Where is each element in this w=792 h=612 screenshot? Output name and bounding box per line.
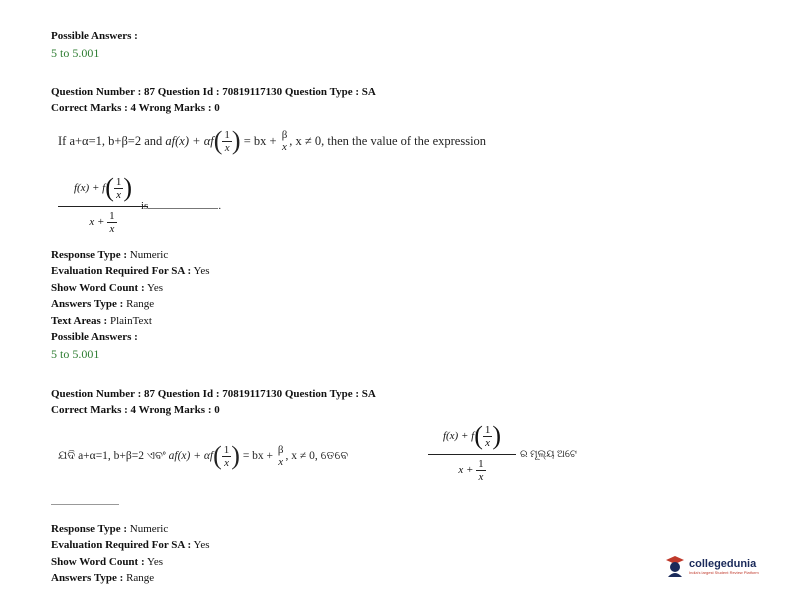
marks-line: Correct Marks : 4 Wrong Marks : 0 [51, 404, 220, 416]
is-blank: is . [141, 200, 222, 212]
collegedunia-logo [665, 555, 759, 577]
fraction-one-over-x [476, 458, 486, 483]
odia-condition: , x ≠ 0, ତେବେ [285, 449, 349, 462]
text-areas-label: Text Areas : [51, 315, 108, 327]
question-prefix: If a+α=1, b+β=2 and [58, 133, 163, 148]
expr-numerator [58, 172, 148, 204]
frac-num: 1 [115, 175, 122, 188]
response-type [51, 522, 168, 536]
frac-den: x [478, 470, 484, 483]
frac-num: β [281, 129, 288, 141]
expr-numerator [428, 420, 516, 452]
word-count-label: Show Word Count : [51, 556, 145, 568]
fraction-one-over-x [222, 129, 232, 154]
paren-close: ) [123, 173, 133, 202]
possible-answers-label: Possible Answers : [51, 331, 138, 343]
evaluation-label: Evaluation Required For SA : [51, 265, 192, 277]
paren-open: ( [213, 126, 223, 155]
frac-den: x [116, 188, 122, 201]
expr-num-text: f(x) + f [73, 182, 106, 194]
fraction-one-over-x [107, 210, 117, 235]
answers-type-label: Answers Type : [51, 298, 124, 310]
marks-line: Correct Marks : 4 Wrong Marks : 0 [51, 102, 220, 114]
eq-bx: = bx + [243, 133, 277, 148]
paren-close: ) [231, 126, 241, 155]
frac-den: x [485, 436, 491, 449]
show-word-count [51, 281, 163, 295]
odia-suffix: ର ମୂଲ୍ୟ ଅଟେ [520, 449, 577, 460]
frac-num: 1 [478, 457, 484, 470]
evaluation-required [51, 264, 210, 278]
odia-expression-fraction [428, 420, 516, 485]
logo-tagline: India's largest Student Review Platform [689, 569, 759, 575]
evaluation-required [51, 538, 210, 552]
possible-answers-value: 5 to 5.001 [51, 46, 100, 60]
word-count-label: Show Word Count : [51, 282, 145, 294]
expr-af: af(x) + αf [165, 133, 214, 148]
frac-den: x [282, 141, 287, 153]
response-type-value: Numeric [129, 523, 169, 535]
fraction-one-over-x [483, 424, 493, 449]
frac-den: x [109, 222, 115, 235]
odia-question-text [58, 438, 348, 474]
paren-close: ) [231, 441, 240, 470]
evaluation-value: Yes [193, 539, 210, 551]
paren-close: ) [492, 421, 502, 450]
fraction-beta-over-x [280, 129, 290, 153]
fraction-beta-over-x [276, 444, 286, 468]
fraction-one-over-x [222, 444, 232, 469]
graduate-icon [665, 555, 685, 577]
word-count-value: Yes [146, 556, 163, 568]
word-count-value: Yes [146, 282, 163, 294]
frac-num: 1 [109, 209, 115, 222]
answers-type-label: Answers Type : [51, 572, 124, 584]
answers-type-value: Range [126, 572, 155, 584]
possible-answers-value: 5 to 5.001 [51, 347, 100, 361]
frac-num: 1 [223, 443, 230, 456]
frac-num: 1 [484, 423, 491, 436]
fraction-one-over-x [114, 176, 124, 201]
question-header: Question Number : 87 Question Id : 70819117130 Question Type : SA [51, 86, 376, 98]
answer-blank [148, 200, 218, 209]
frac-den: x [278, 456, 284, 468]
evaluation-label: Evaluation Required For SA : [51, 539, 192, 551]
paren-open: ( [474, 421, 483, 450]
odia-prefix: ଯଦି a+α=1, b+β=2 ଏବଂ [58, 449, 166, 462]
answers-type [51, 571, 154, 585]
paren-open: ( [213, 441, 222, 470]
expr-num-text: f(x) + f [442, 430, 475, 442]
expr-denominator [58, 207, 148, 237]
expr-den-text: x + [89, 216, 105, 228]
frac-num: 1 [224, 128, 230, 141]
expr-af: af(x) + αf [168, 450, 214, 462]
response-type-label: Response Type : [51, 523, 127, 535]
question-header: Question Number : 87 Question Id : 70819117130 Question Type : SA [51, 388, 376, 400]
eq-bx: = bx + [242, 450, 274, 462]
condition-text: , x ≠ 0, then the value of the expression [289, 133, 487, 148]
response-type [51, 248, 168, 262]
show-word-count [51, 555, 163, 569]
expression-fraction [58, 172, 148, 237]
frac-den: x [224, 456, 229, 469]
text-areas-value: PlainText [109, 315, 152, 327]
expr-denominator [428, 455, 516, 485]
frac-num: β [277, 444, 284, 456]
text-areas [51, 314, 152, 328]
frac-den: x [224, 141, 230, 154]
is-text: is [141, 200, 149, 212]
question-text [58, 123, 486, 159]
logo-name: collegedunia [689, 557, 757, 570]
possible-answers-label: Possible Answers : [51, 30, 138, 42]
logo-text-block [689, 558, 759, 575]
response-type-value: Numeric [129, 249, 169, 261]
answers-type-value: Range [126, 298, 155, 310]
expr-den-text: x + [458, 464, 474, 476]
response-type-label: Response Type : [51, 249, 127, 261]
answers-type [51, 297, 154, 311]
evaluation-value: Yes [193, 265, 210, 277]
odia-answer-blank [51, 504, 119, 505]
paren-open: ( [105, 173, 114, 202]
